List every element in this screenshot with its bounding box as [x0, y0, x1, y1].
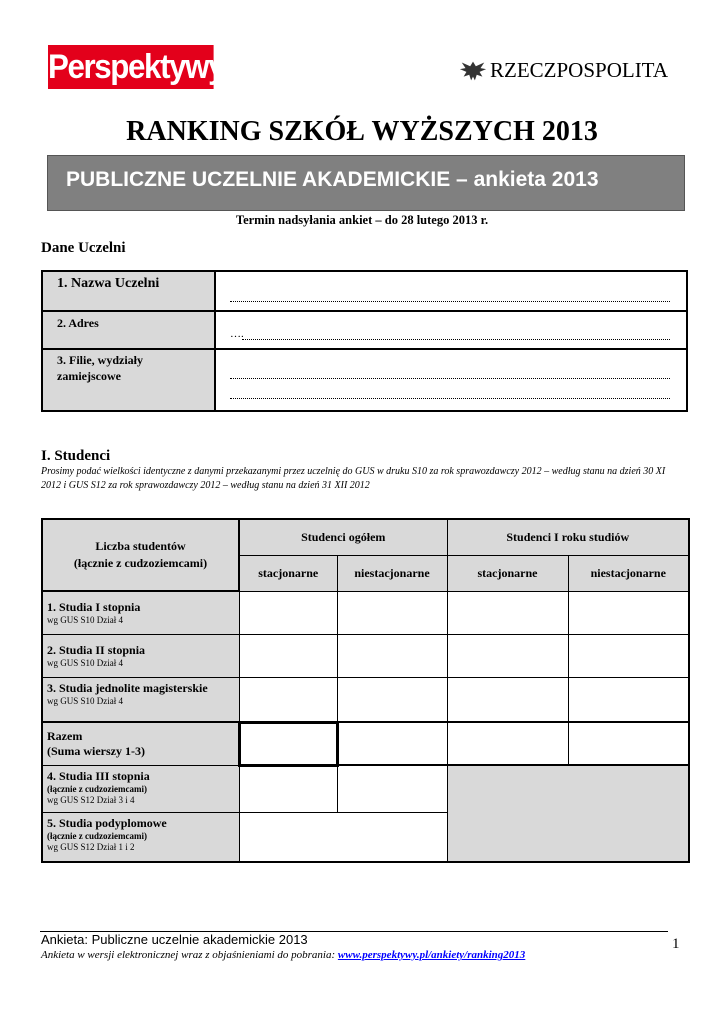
- footer-download-note: [41, 949, 525, 961]
- page-number: 1: [672, 936, 680, 952]
- col-stacjonarne-i-roku: stacjonarne: [447, 555, 568, 591]
- row-title: 4. Studia III stopnia: [47, 768, 150, 783]
- row-source: wg GUS S12 Dział 3 i 4: [47, 794, 135, 805]
- input-cell[interactable]: [239, 765, 337, 812]
- input-cell[interactable]: [337, 765, 447, 812]
- table-row: [42, 765, 689, 812]
- row-title: 3. Studia jednolite magisterskie: [47, 680, 208, 695]
- input-cell[interactable]: [337, 722, 447, 765]
- input-cell[interactable]: [568, 591, 689, 634]
- label-nazwa: 1. Nazwa Uczelni: [42, 271, 215, 311]
- input-cell[interactable]: [337, 634, 447, 677]
- table-row: [42, 634, 689, 677]
- header-studenci-i-roku: Studenci I roku studiów: [447, 519, 689, 555]
- row-title-2: (Suma wierszy 1-3): [47, 744, 145, 758]
- col-niestacjonarne-i-roku: niestacjonarne: [568, 555, 689, 591]
- studenci-note: Prosimy podać wielkości identyczne z danymi przekazanymi przez uczelnię do GUS w druku S10 za rok sprawozdawczy 2012 – według stanu na dzień 30 XI 2012 i GUS S12 za rok sprawozdawczy 2012 – według stanu na dzień 31 XII 2012: [41, 466, 666, 491]
- input-cell[interactable]: [337, 591, 447, 634]
- row-title: 5. Studia podyplomowe: [47, 815, 167, 830]
- input-cell[interactable]: [239, 812, 447, 862]
- row-source: wg GUS S10 Dział 4: [47, 615, 123, 625]
- row-label-ii-stopnia: [42, 634, 239, 677]
- adres-prefix: ….: [230, 328, 244, 340]
- download-link[interactable]: www.perspektywy.pl/ankiety/ranking2013: [337, 949, 526, 961]
- eagle-icon: [458, 57, 488, 83]
- table-row: [42, 677, 689, 722]
- row-source: wg GUS S10 Dział 4: [47, 695, 123, 706]
- rzeczpospolita-logo: [458, 56, 668, 84]
- input-cell[interactable]: [337, 677, 447, 722]
- table-row: [42, 722, 689, 765]
- row-label-iii-stopnia: [42, 765, 239, 812]
- survey-banner-text: PUBLICZNE UCZELNIE AKADEMICKIE – ankieta 2013: [66, 168, 599, 191]
- row-title: Razem: [47, 729, 83, 743]
- input-cell[interactable]: [568, 722, 689, 765]
- input-cell[interactable]: [239, 591, 337, 634]
- row-title: 2. Studia II stopnia: [47, 642, 146, 657]
- input-cell[interactable]: [447, 677, 568, 722]
- label-adres: 2. Adres: [42, 311, 215, 349]
- field-nazwa[interactable]: [215, 271, 687, 311]
- col-stacjonarne-ogolem: stacjonarne: [239, 555, 337, 591]
- input-cell[interactable]: [239, 722, 337, 765]
- section-heading-dane: Dane Uczelni: [41, 240, 126, 256]
- row-note: (łącznie z cudzoziemcami): [47, 783, 147, 794]
- students-table: [41, 518, 690, 863]
- deadline-text: Termin nadsyłania ankiet – do 28 lutego 2013 r.: [235, 213, 489, 227]
- footer-title: Ankieta: Publiczne uczelnie akademickie 2013: [41, 932, 308, 947]
- table-row: [42, 591, 689, 634]
- input-cell[interactable]: [447, 722, 568, 765]
- row-label-i-stopnia: [42, 591, 239, 634]
- corner-header: [42, 519, 239, 591]
- row-label-jednolite: [42, 677, 239, 722]
- row-source: wg GUS S10 Dział 4: [47, 657, 123, 668]
- input-cell[interactable]: [568, 677, 689, 722]
- input-cell[interactable]: [447, 634, 568, 677]
- input-cell[interactable]: [239, 677, 337, 722]
- label-filie: 3. Filie, wydziały zamiejscowe: [42, 349, 215, 411]
- field-filie[interactable]: [215, 349, 687, 411]
- university-data-table: [41, 270, 688, 412]
- row-title: 1. Studia I stopnia: [47, 600, 141, 614]
- rzeczpospolita-wordmark: RZECZPOSPOLITA: [490, 57, 668, 82]
- footer-download-text: Ankieta w wersji elektronicznej wraz z objaśnieniami do pobrania:: [41, 949, 338, 961]
- header-studenci-ogolem: Studenci ogółem: [239, 519, 447, 555]
- row-label-razem: [42, 722, 239, 765]
- page-title: RANKING SZKÓŁ WYŻSZYCH 2013: [126, 116, 598, 147]
- col-niestacjonarne-ogolem: niestacjonarne: [337, 555, 447, 591]
- input-cell[interactable]: [239, 634, 337, 677]
- input-cell[interactable]: [568, 634, 689, 677]
- row-note: (łącznie z cudzoziemcami): [47, 830, 147, 841]
- row-source: wg GUS S12 Dział 1 i 2: [47, 841, 135, 852]
- perspektywy-logo: Perspektywy: [48, 45, 214, 89]
- input-cell[interactable]: [447, 591, 568, 634]
- corner-title: Liczba studentów: [95, 539, 186, 553]
- disabled-cells: [447, 765, 689, 862]
- section-heading-studenci: I. Studenci: [41, 448, 111, 464]
- row-label-podyplomowe: [42, 812, 239, 862]
- field-adres[interactable]: [215, 311, 687, 349]
- corner-subtitle: (łącznie z cudzoziemcami): [73, 556, 208, 570]
